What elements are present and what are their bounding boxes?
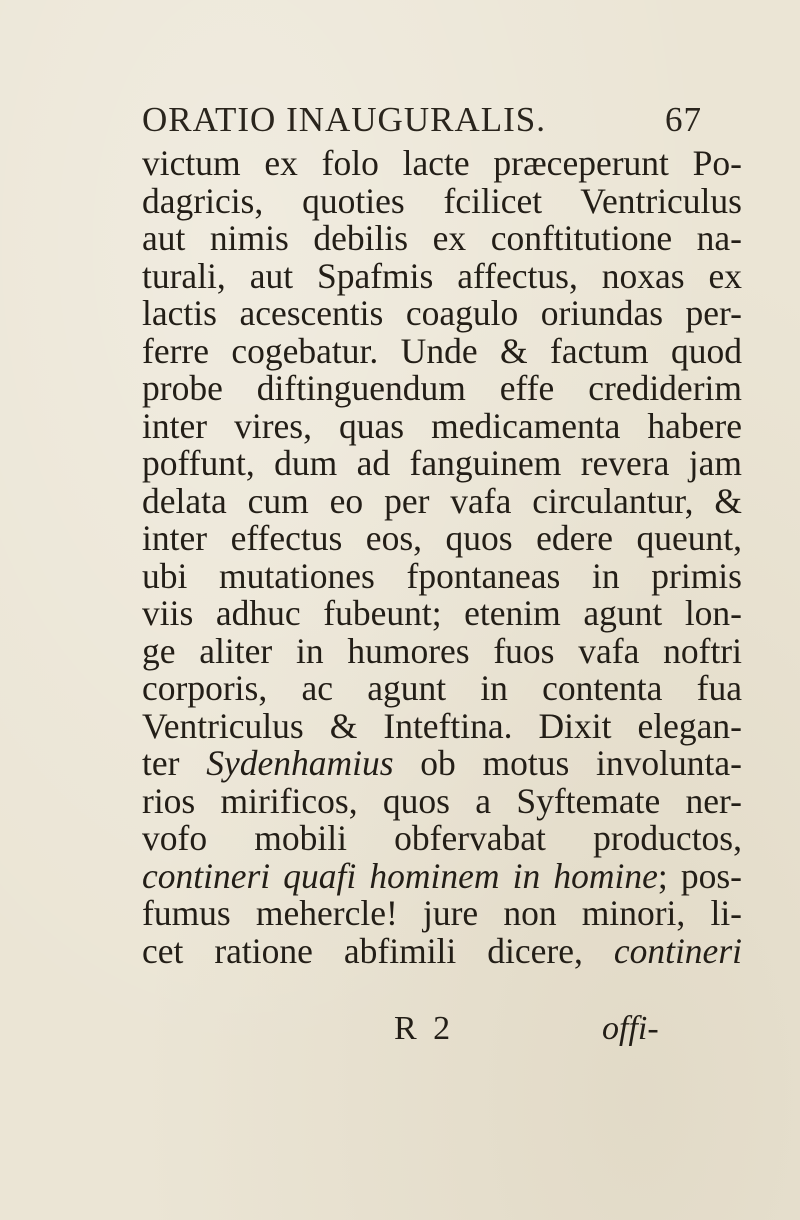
text-line: fumus mehercle! jure non minori, li-: [142, 893, 742, 933]
page-number: 67: [665, 100, 702, 139]
text-segment: ob motus involunta-: [393, 743, 742, 783]
running-title: ORATIO INAUGURALIS.: [142, 100, 546, 139]
text-segment: ; pos-: [657, 855, 742, 896]
text-line: aut nimis debilis ex conftitutione na-: [142, 218, 742, 258]
page-footer: [142, 1010, 742, 1054]
text-line: ferre cogebatur. Unde & factum quod: [142, 330, 742, 371]
page-header: [142, 100, 702, 144]
text-line: [142, 855, 742, 896]
text-line: delata cum eo per vafa circulantur, &: [142, 480, 742, 521]
text-line: poffunt, dum ad fanguinem revera jam: [142, 443, 742, 483]
text-segment: ter: [142, 743, 207, 783]
text-line: ubi mutationes fpontaneas in primis: [142, 555, 742, 596]
text-line: turali, aut Spafmis affectus, noxas ex: [142, 255, 742, 296]
text-line: lactis acescentis coagulo oriundas per-: [142, 293, 742, 333]
text-line: vofo mobili obfervabat productos,: [142, 818, 742, 858]
text-segment: cet ratione abfimili dicere,: [142, 930, 614, 971]
body-text: [142, 145, 742, 970]
text-line: [142, 745, 742, 783]
text-line: rios mirificos, quos a Syftemate ner-: [142, 780, 742, 821]
text-line: inter vires, quas medicamenta habere: [142, 405, 742, 446]
signature-mark: R 2: [394, 1010, 455, 1047]
text-line: probe diftinguendum effe crediderim: [142, 368, 742, 408]
text-line: corporis, ac agunt in contenta fua: [142, 668, 742, 708]
text-line: viis adhuc fubeunt; etenim agunt lon-: [142, 593, 742, 633]
text-line: inter effectus eos, quos edere queunt,: [142, 518, 742, 558]
text-line: Ventriculus & Inteftina. Dixit elegan-: [142, 705, 742, 746]
quotation-italic: contineri: [613, 930, 742, 971]
quotation-italic: contineri quafi hominem in homine: [142, 855, 658, 896]
text-line: [142, 930, 742, 971]
text-line: victum ex folo lacte præceperunt Po-: [142, 143, 742, 183]
catchword: offi-: [602, 1010, 659, 1047]
text-line: ge aliter in humores fuos vafa noftri: [142, 630, 742, 671]
text-line: dagricis, quoties fcilicet Ventriculus: [142, 180, 742, 221]
author-name-italic: Sydenhamius: [206, 743, 394, 783]
